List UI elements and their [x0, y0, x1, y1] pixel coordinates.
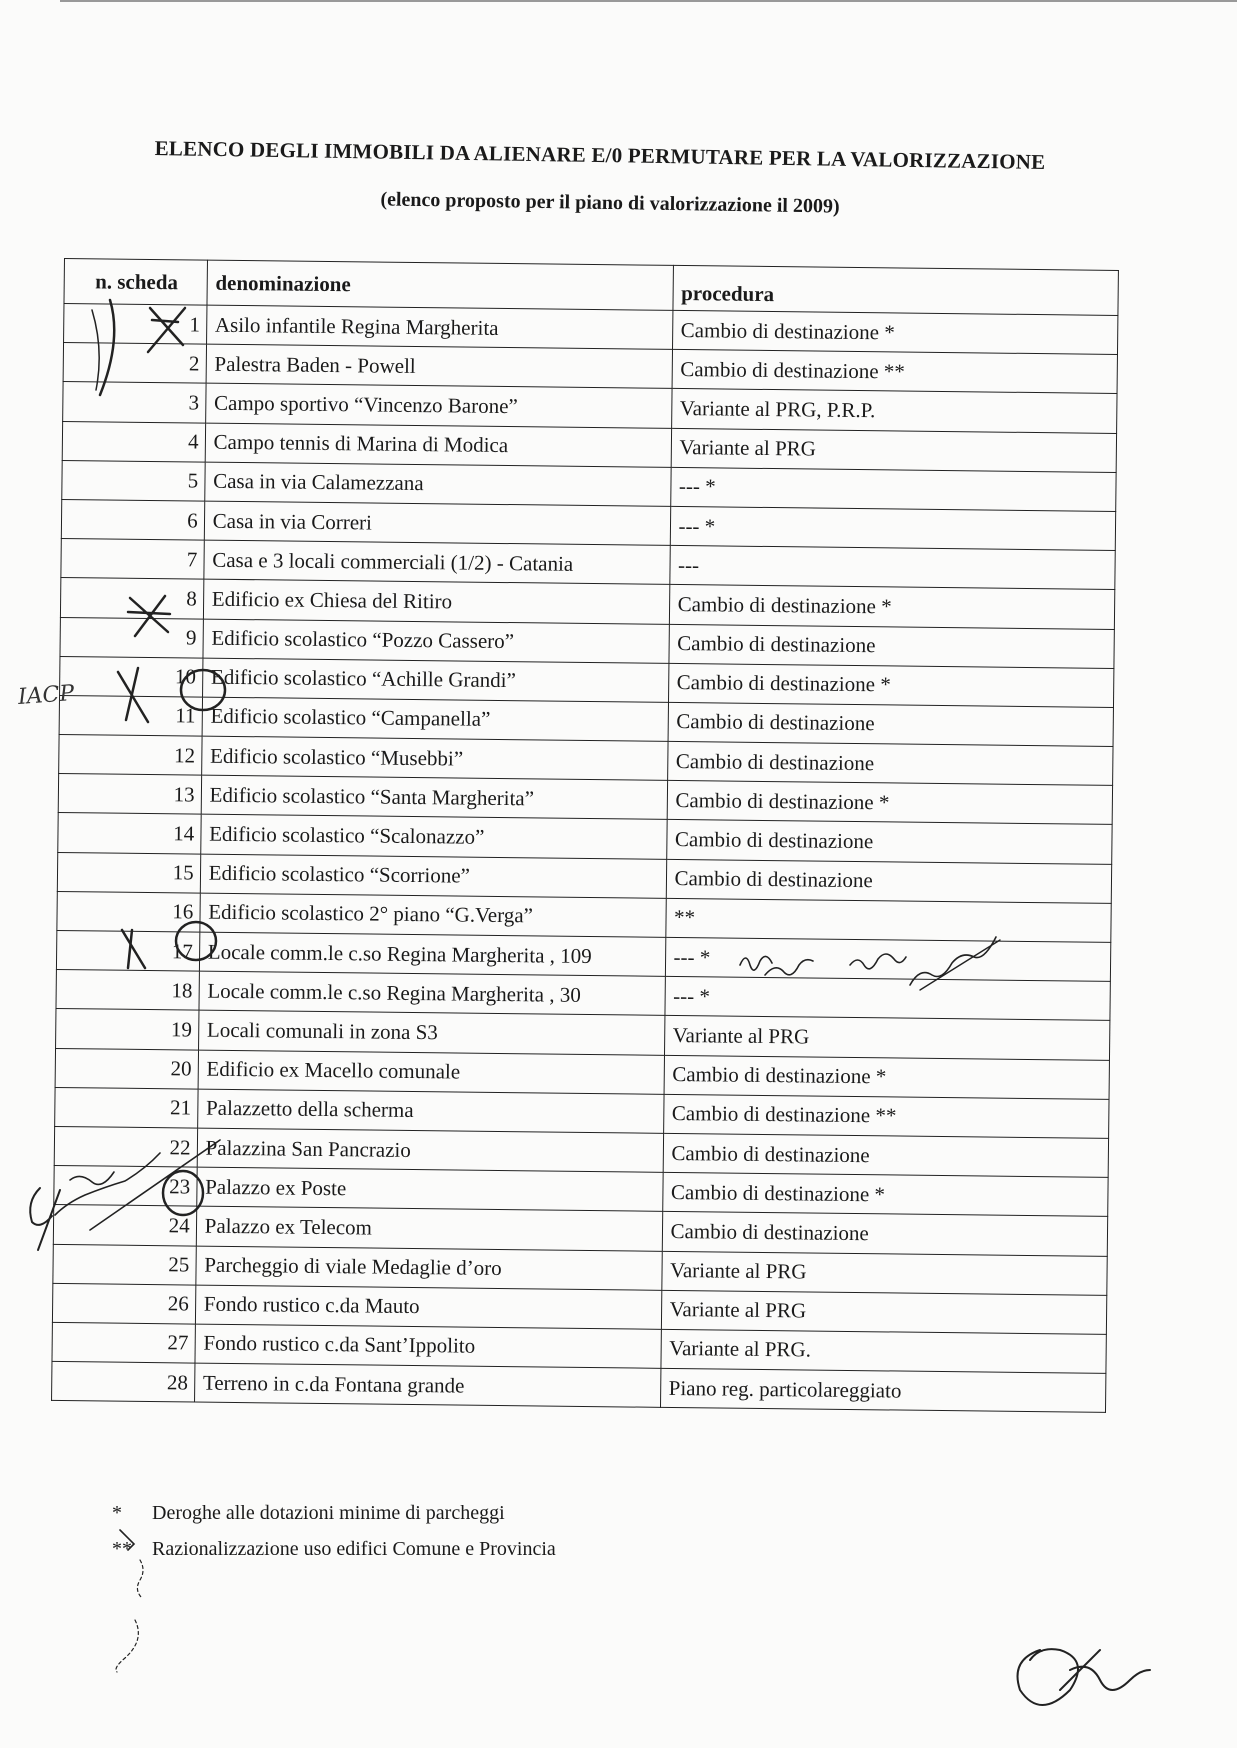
- row-number: 17: [56, 930, 199, 971]
- row-number: 18: [56, 970, 199, 1011]
- row-procedure: Cambio di destinazione *: [668, 663, 1114, 707]
- row-name: Palazzina San Pancrazio: [197, 1128, 663, 1172]
- footnote-mark: *: [112, 1502, 122, 1524]
- row-name: Casa e 3 locali commerciali (1/2) - Catania: [204, 540, 670, 584]
- row-number: 7: [61, 539, 204, 580]
- row-name: Palazzo ex Telecom: [196, 1206, 662, 1250]
- header-proc: procedura: [672, 265, 1118, 315]
- row-number: 23: [54, 1166, 197, 1207]
- row-procedure: Variante al PRG: [661, 1251, 1107, 1295]
- row-number: 25: [53, 1244, 196, 1285]
- row-name: Campo tennis di Marina di Modica: [205, 423, 671, 467]
- row-procedure: --- *: [670, 467, 1116, 511]
- row-name: Edificio scolastico “Scorrione”: [200, 854, 666, 898]
- footnote-text: Deroghe alle dotazioni minime di parcheggi: [152, 1502, 505, 1524]
- footnote-text: Razionalizzazione uso edifici Comune e Provincia: [152, 1538, 556, 1560]
- row-number: 4: [62, 421, 205, 462]
- row-number: 9: [60, 617, 203, 658]
- row-name: Locali comunali in zona S3: [198, 1010, 664, 1054]
- row-number: 12: [59, 735, 202, 776]
- row-procedure: Cambio di destinazione: [663, 1133, 1109, 1177]
- row-number: 21: [55, 1087, 198, 1128]
- row-name: Locale comm.le c.so Regina Margherita , 30: [199, 971, 665, 1015]
- footnotes: [112, 1495, 556, 1567]
- row-procedure: Cambio di destinazione *: [669, 585, 1115, 629]
- row-procedure: **: [665, 898, 1111, 942]
- property-table: [51, 258, 1119, 1413]
- row-number: 11: [59, 695, 202, 736]
- row-procedure: --- *: [670, 506, 1116, 550]
- row-number: 27: [52, 1322, 195, 1363]
- row-name: Parcheggio di viale Medaglie d’oro: [196, 1246, 662, 1290]
- row-number: 16: [57, 891, 200, 932]
- header-name: denominazione: [207, 260, 673, 310]
- row-name: Asilo infantile Regina Margherita: [206, 305, 672, 349]
- row-procedure: Cambio di destinazione *: [672, 310, 1118, 354]
- row-procedure: Variante al PRG: [661, 1290, 1107, 1334]
- row-procedure: Variante al PRG.: [660, 1329, 1106, 1373]
- row-name: Edificio scolastico “Santa Margherita”: [201, 775, 667, 819]
- row-number: 20: [55, 1048, 198, 1089]
- row-number: 15: [57, 852, 200, 893]
- row-procedure: Cambio di destinazione: [668, 702, 1114, 746]
- row-name: Locale comm.le c.so Regina Margherita , 109: [199, 932, 665, 976]
- row-procedure: Variante al PRG: [664, 1016, 1110, 1060]
- row-name: Edificio scolastico “Achille Grandi”: [202, 658, 668, 702]
- row-name: Edificio ex Macello comunale: [198, 1050, 664, 1094]
- row-number: 3: [63, 382, 206, 423]
- row-name: Edificio scolastico 2° piano “G.Verga”: [200, 893, 666, 937]
- scan-edge: [60, 0, 1237, 2]
- row-name: Edificio scolastico “Pozzo Cassero”: [203, 619, 669, 663]
- table-body: [52, 304, 1118, 1413]
- row-procedure: Cambio di destinazione: [666, 859, 1112, 903]
- row-number: 2: [63, 343, 206, 384]
- row-procedure: Cambio di destinazione: [668, 624, 1114, 668]
- row-procedure: Cambio di destinazione: [667, 741, 1113, 785]
- document-title: ELENCO DEGLI IMMOBILI DA ALIENARE E/0 PERMUTARE PER LA VALORIZZAZIONE: [154, 136, 1046, 174]
- row-number: 8: [60, 578, 203, 619]
- row-number: 26: [52, 1283, 195, 1324]
- row-number: 14: [58, 813, 201, 854]
- row-number: 13: [58, 774, 201, 815]
- row-number: 6: [61, 499, 204, 540]
- row-procedure: Cambio di destinazione: [662, 1212, 1108, 1256]
- row-number: 1: [64, 304, 207, 345]
- row-procedure: Piano reg. particolareggiato: [660, 1368, 1106, 1412]
- property-table-container: [51, 258, 1119, 1413]
- row-name: Edificio ex Chiesa del Ritiro: [203, 579, 669, 623]
- row-procedure: Cambio di destinazione **: [663, 1094, 1109, 1138]
- row-number: 5: [62, 460, 205, 501]
- row-procedure: Cambio di destinazione *: [664, 1055, 1110, 1099]
- row-number: 19: [56, 1009, 199, 1050]
- row-name: Fondo rustico c.da Sant’Ippolito: [195, 1324, 661, 1368]
- row-procedure: --- *: [665, 937, 1111, 981]
- row-name: Edificio scolastico “Musebbi”: [201, 736, 667, 780]
- document-subtitle: (elenco proposto per il piano di valorizzazione il 2009): [380, 188, 840, 218]
- row-number: 24: [53, 1205, 196, 1246]
- row-procedure: ---: [669, 546, 1115, 590]
- footnote-mark: **: [112, 1538, 132, 1560]
- row-name: Fondo rustico c.da Mauto: [195, 1285, 661, 1329]
- row-name: Palazzo ex Poste: [196, 1167, 662, 1211]
- row-name: Casa in via Calamezzana: [204, 462, 670, 506]
- row-procedure: --- *: [664, 977, 1110, 1021]
- row-number: 10: [60, 656, 203, 697]
- row-name: Casa in via Correri: [204, 501, 670, 545]
- footnote-1: [112, 1495, 556, 1531]
- row-name: Campo sportivo “Vincenzo Barone”: [205, 383, 671, 427]
- header-num: n. scheda: [64, 259, 207, 306]
- row-number: 22: [54, 1126, 197, 1167]
- row-procedure: Cambio di destinazione *: [662, 1172, 1108, 1216]
- row-procedure: Cambio di destinazione: [666, 820, 1112, 864]
- footnote-2: [112, 1531, 556, 1567]
- row-name: Palazzetto della scherma: [197, 1089, 663, 1133]
- row-name: Edificio scolastico “Scalonazzo”: [200, 815, 666, 859]
- row-name: Edificio scolastico “Campanella”: [202, 697, 668, 741]
- row-procedure: Variante al PRG, P.R.P.: [671, 389, 1117, 433]
- row-number: 28: [52, 1361, 195, 1402]
- row-procedure: Variante al PRG: [671, 428, 1117, 472]
- row-name: Terreno in c.da Fontana grande: [194, 1363, 660, 1407]
- row-procedure: Cambio di destinazione *: [667, 781, 1113, 825]
- margin-note: IACP: [17, 681, 76, 710]
- row-name: Palestra Baden - Powell: [206, 344, 672, 388]
- row-procedure: Cambio di destinazione **: [672, 350, 1118, 394]
